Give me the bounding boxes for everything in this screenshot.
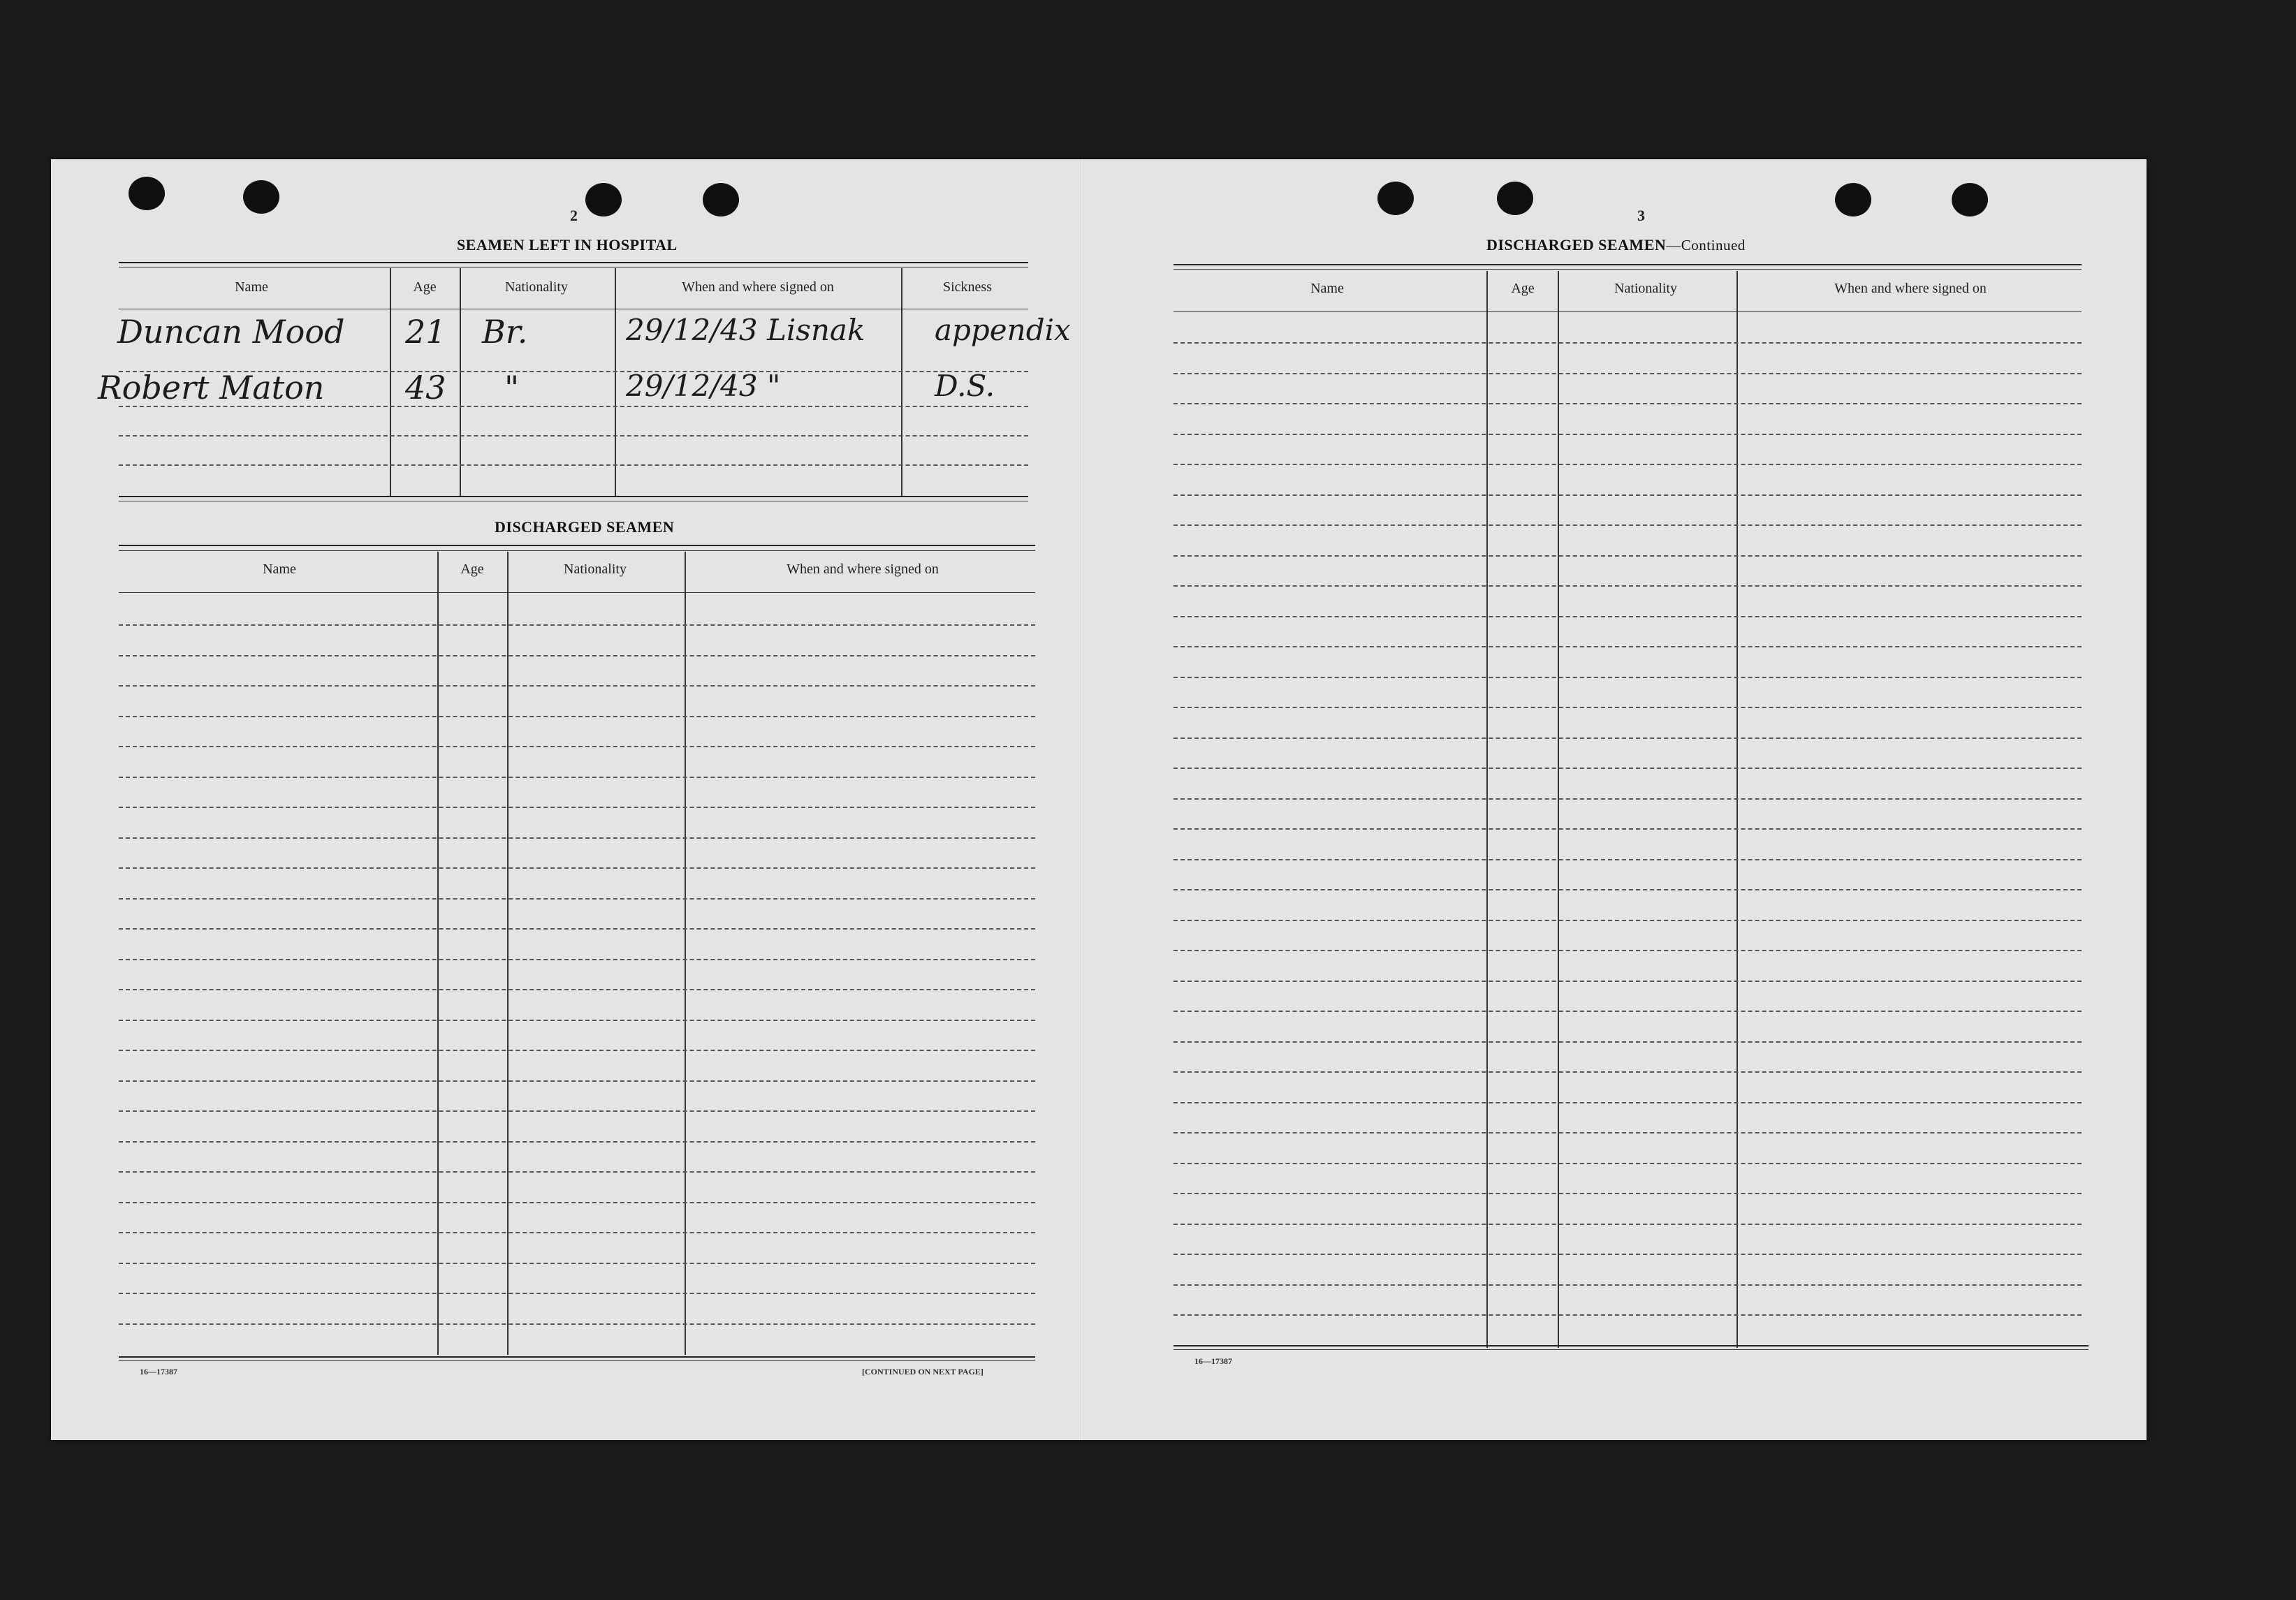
row-line	[1173, 1011, 2082, 1012]
rule	[1173, 1345, 2089, 1346]
form-number: 16—17387	[140, 1367, 177, 1377]
row-line	[119, 1050, 1035, 1051]
row-line	[119, 1263, 1035, 1264]
rule	[1173, 1349, 2089, 1350]
row-line	[119, 1080, 1035, 1082]
row-line	[1173, 737, 2082, 739]
row-line	[1173, 889, 2082, 890]
row-line	[119, 716, 1035, 717]
column-header-name: Name	[263, 562, 296, 577]
hospital-section-title: SEAMEN LEFT IN HOSPITAL	[457, 236, 678, 254]
row-line	[119, 1293, 1035, 1294]
row-line	[119, 1232, 1035, 1233]
row-line	[119, 807, 1035, 808]
row-line	[1173, 524, 2082, 526]
row-line	[1173, 555, 2082, 557]
discharged-section-title: DISCHARGED SEAMEN	[495, 518, 675, 536]
row-line	[1173, 1224, 2082, 1225]
row-line	[1173, 798, 2082, 800]
patient-age: 21	[405, 313, 446, 351]
row-line	[1173, 1132, 2082, 1133]
row-line	[1173, 464, 2082, 465]
row-line	[1173, 920, 2082, 921]
row-line	[1173, 1314, 2082, 1316]
row-line	[119, 1110, 1035, 1112]
discharged-continued-title	[1486, 236, 1746, 254]
punch-hole	[1377, 182, 1414, 215]
rule	[1173, 311, 2082, 312]
punch-hole	[243, 180, 279, 214]
column-header-age: Age	[413, 279, 437, 295]
row-line	[119, 624, 1035, 626]
row-line	[1173, 981, 2082, 982]
punch-hole	[129, 177, 165, 210]
column-divider	[685, 552, 686, 1355]
row-line	[1173, 1284, 2082, 1286]
punch-hole	[1952, 183, 1988, 216]
patient-signed-on: 29/12/43 Lisnak	[626, 313, 865, 347]
row-line	[1173, 1041, 2082, 1043]
column-divider	[1736, 271, 1738, 1348]
rule	[119, 1360, 1035, 1361]
punch-hole	[703, 183, 739, 216]
rule	[119, 545, 1035, 546]
row-line	[119, 655, 1035, 656]
punch-hole	[1835, 183, 1871, 216]
discharged-continued-title-main: DISCHARGED SEAMEN	[1486, 236, 1667, 254]
column-divider	[1486, 271, 1488, 1348]
row-line	[1173, 828, 2082, 830]
column-divider	[437, 552, 439, 1355]
page-number: 3	[1637, 207, 1645, 224]
row-line	[119, 1171, 1035, 1173]
form-number: 16—17387	[1194, 1356, 1232, 1366]
column-divider	[901, 268, 902, 497]
row-line	[119, 1141, 1035, 1143]
rule	[119, 1356, 1035, 1358]
punch-hole	[1497, 182, 1533, 215]
column-header-nationality: Nationality	[564, 562, 627, 577]
document-sheet	[51, 159, 2147, 1440]
column-header-nationality: Nationality	[1614, 281, 1677, 296]
row-line	[119, 464, 1028, 466]
column-header-signed-on: When and where signed on	[787, 562, 939, 577]
row-line	[119, 898, 1035, 900]
row-line	[1173, 1193, 2082, 1194]
rule	[1173, 269, 2082, 270]
row-line	[119, 746, 1035, 747]
row-line	[119, 837, 1035, 839]
row-line	[119, 959, 1035, 960]
row-line	[1173, 585, 2082, 587]
column-header-name: Name	[1310, 281, 1344, 296]
page-fold	[1081, 159, 1083, 1440]
row-line	[119, 435, 1028, 436]
column-header-signed-on: When and where signed on	[682, 279, 834, 295]
page-number: 2	[570, 207, 578, 224]
rule	[119, 550, 1035, 551]
patient-age: 43	[405, 369, 446, 406]
continued-note: [CONTINUED ON NEXT PAGE]	[862, 1367, 984, 1377]
column-divider	[390, 268, 391, 497]
rule	[1173, 264, 2082, 265]
punch-hole	[585, 183, 622, 216]
row-line	[1173, 403, 2082, 404]
row-line	[119, 989, 1035, 990]
row-line	[119, 685, 1035, 687]
row-line	[1173, 859, 2082, 860]
rule	[119, 592, 1035, 593]
row-line	[1173, 677, 2082, 678]
row-line	[119, 867, 1035, 869]
patient-signed-on: 29/12/43 "	[626, 369, 781, 403]
discharged-continued-title-suffix: —Continued	[1666, 237, 1746, 254]
row-line	[1173, 950, 2082, 951]
row-line	[1173, 1163, 2082, 1164]
row-line	[119, 1202, 1035, 1203]
column-header-age: Age	[1511, 281, 1535, 296]
column-divider	[615, 268, 616, 497]
row-line	[1173, 342, 2082, 344]
column-divider	[460, 268, 461, 497]
row-line	[1173, 494, 2082, 496]
column-header-signed-on: When and where signed on	[1834, 281, 1987, 296]
row-line	[1173, 768, 2082, 769]
patient-name: Robert Maton	[98, 369, 325, 406]
patient-sickness: D.S.	[935, 369, 995, 403]
row-line	[1173, 707, 2082, 708]
row-line	[119, 1323, 1035, 1325]
row-line	[119, 1020, 1035, 1021]
row-line	[1173, 616, 2082, 617]
row-line	[1173, 1102, 2082, 1103]
row-line	[119, 777, 1035, 778]
patient-nationality: Br.	[482, 313, 528, 351]
row-line	[1173, 1254, 2082, 1255]
column-header-sickness: Sickness	[943, 279, 992, 295]
column-divider	[1558, 271, 1559, 1348]
column-header-age: Age	[460, 562, 484, 577]
patient-sickness: appendix	[935, 313, 1071, 347]
column-header-nationality: Nationality	[505, 279, 568, 295]
patient-nationality: "	[504, 369, 520, 406]
column-divider	[507, 552, 509, 1355]
row-line	[1173, 373, 2082, 374]
patient-name: Duncan Mood	[117, 313, 345, 351]
rule	[119, 496, 1028, 497]
rule	[119, 262, 1028, 263]
row-line	[119, 928, 1035, 930]
column-header-name: Name	[235, 279, 268, 295]
row-line	[1173, 1071, 2082, 1073]
row-line	[1173, 646, 2082, 647]
row-line	[1173, 434, 2082, 435]
